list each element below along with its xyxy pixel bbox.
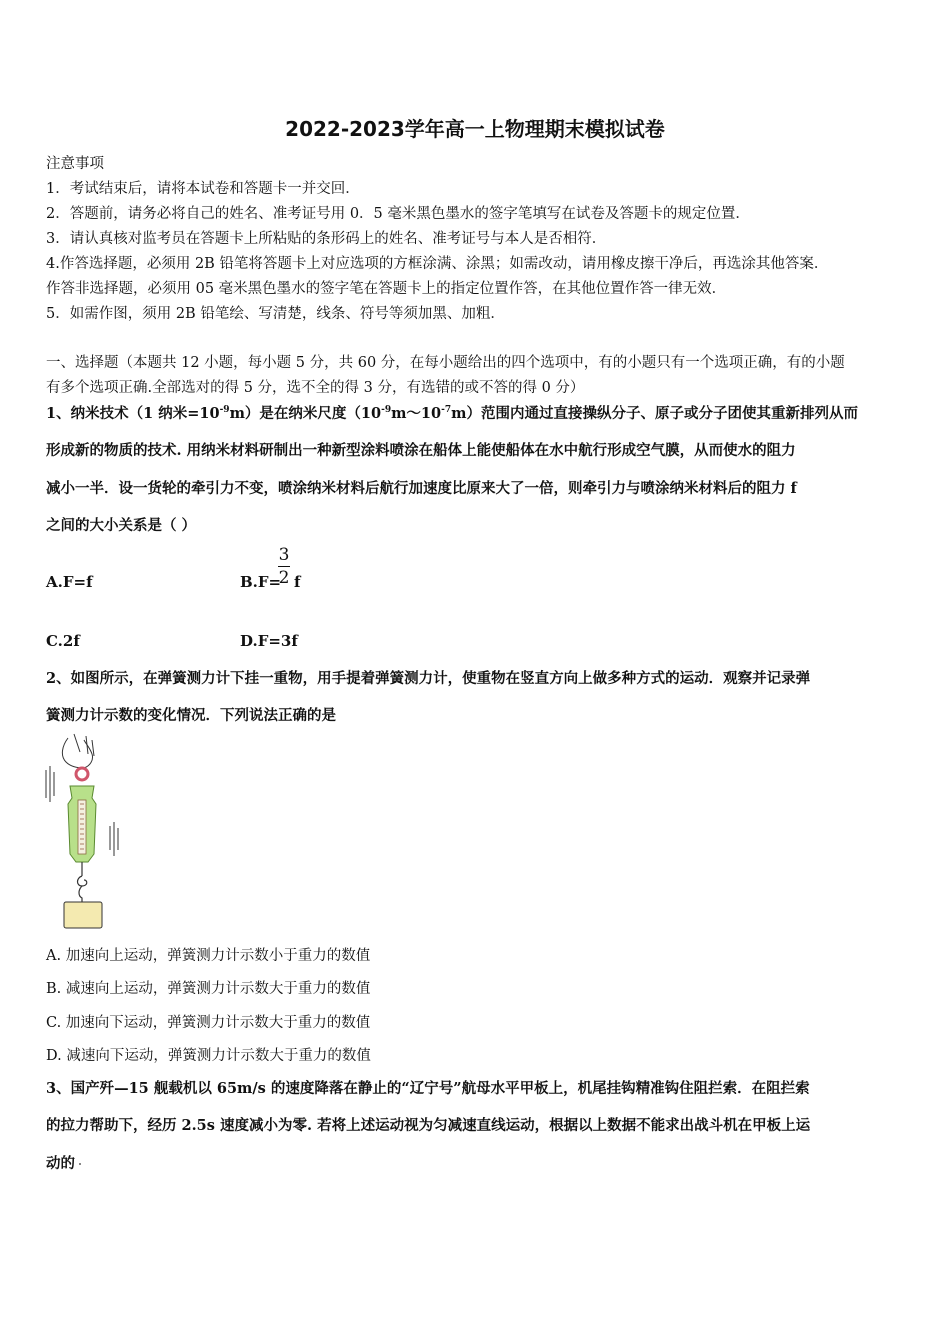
notice-heading: 注意事项 xyxy=(46,156,104,172)
fraction-numerator: 3 xyxy=(278,545,290,565)
hook xyxy=(78,876,87,886)
q2-option-b: B. 减速向上运动，弹簧测力计示数大于重力的数值 xyxy=(46,981,371,997)
fraction-denominator: 2 xyxy=(278,568,290,588)
period-mark xyxy=(79,1163,81,1165)
notice-item: 1．考试结束后，请将本试卷和答题卡一并交回． xyxy=(46,181,360,197)
question-1-line xyxy=(46,402,906,423)
scale-window xyxy=(78,800,86,854)
question-1-line: 减小一半．设一货轮的牵引力不变，喷涂纳米材料后航行加速度比原来大了一倍，则牵引力与喷涂纳米材料后的阻力 f xyxy=(46,480,797,497)
question-2-line: 簧测力计示数的变化情况．下列说法正确的是 xyxy=(46,707,336,724)
question-1-line: 之间的大小关系是（ ） xyxy=(46,517,197,534)
q1-option-b-fraction xyxy=(277,544,291,589)
page-title: 2022-2023学年高一上物理期末模拟试卷 xyxy=(285,117,665,141)
q1-exponent: -9 xyxy=(381,405,392,416)
q2-option-c: C. 加速向下运动，弹簧测力计示数大于重力的数值 xyxy=(46,1015,371,1031)
q2-option-a: A. 加速向上运动，弹簧测力计示数小于重力的数值 xyxy=(46,948,371,964)
q1-option-a: A.F=f xyxy=(46,573,93,591)
q1-text-c: m～10 xyxy=(391,405,442,422)
spring-scale-figure xyxy=(40,730,130,930)
weight-block xyxy=(64,902,102,928)
q1-text-a: 1、纳米技术（1 纳米=10 xyxy=(46,405,220,422)
q1-text-d: m）范围内通过直接操纵分子、原子或分子团使其重新排列从而 xyxy=(451,405,858,422)
question-1-line: 形成新的物质的技术. 用纳米材料研制出一种新型涂料喷涂在船体上能使船体在水中航行形成空气膜，从而使水的阻力 xyxy=(46,442,796,459)
question-2-line: 2、如图所示，在弹簧测力计下挂一重物，用手提着弹簧测力计，使重物在竖直方向上做多种方式的运动．观察并记录弹 xyxy=(46,670,811,687)
q1-option-c: C.2f xyxy=(46,632,80,650)
question-3-line: 3、国产歼—15 舰载机以 65m/s 的速度降落在静止的“辽宁号”航母水平甲板上，机尾挂钩精准钩住阻拦索．在阻拦索 xyxy=(46,1080,810,1097)
q1-option-b-prefix: B.F= xyxy=(240,573,282,591)
q2-option-d: D. 减速向下运动，弹簧测力计示数大于重力的数值 xyxy=(46,1048,371,1064)
q1-text-b: m）是在纳米尺度（10 xyxy=(229,405,382,422)
q1-option-b-suffix: f xyxy=(294,573,301,591)
notice-item: 作答非选择题，必须用 05 毫米黑色墨水的签字笔在答题卡上的指定位置作答，在其他位置作答一律无效． xyxy=(46,281,727,297)
section-heading: 一、选择题（本题共 12 小题，每小题 5 分，共 60 分，在每小题给出的四个选项中，有的小题只有一个选项正确，有的小题 xyxy=(46,355,845,371)
question-3-line: 动的 xyxy=(46,1155,75,1172)
q1-option-d: D.F=3f xyxy=(240,632,298,650)
weight-hook xyxy=(79,886,82,902)
finger-line xyxy=(74,734,80,752)
notice-item: 2．答题前，请务必将自己的姓名、准考证号用 0．5 毫米黑色墨水的签字笔填写在试卷及答题卡的规定位置． xyxy=(46,206,750,222)
q1-exponent: -9 xyxy=(219,405,230,416)
q1-exponent: -7 xyxy=(441,405,452,416)
question-3-line: 的拉力帮助下，经历 2.5s 速度减小为零. 若将上述运动视为匀减速直线运动，根据以上数据不能求出战斗机在甲板上运 xyxy=(46,1117,811,1134)
notice-item: 4.作答选择题，必须用 2B 铅笔将答题卡上对应选项的方框涂满、涂黑；如需改动，请用橡皮擦干净后，再选涂其他答案． xyxy=(46,256,829,272)
notice-item: 5．如需作图，须用 2B 铅笔绘、写清楚，线条、符号等须加黑、加粗． xyxy=(46,306,505,322)
scale-ring xyxy=(76,768,88,780)
section-heading-cont: 有多个选项正确.全部选对的得 5 分，选不全的得 3 分，有选错的或不答的得 0 分） xyxy=(46,380,585,396)
notice-item: 3．请认真核对监考员在答题卡上所粘贴的条形码上的姓名、准考证号与本人是否相符． xyxy=(46,231,607,247)
